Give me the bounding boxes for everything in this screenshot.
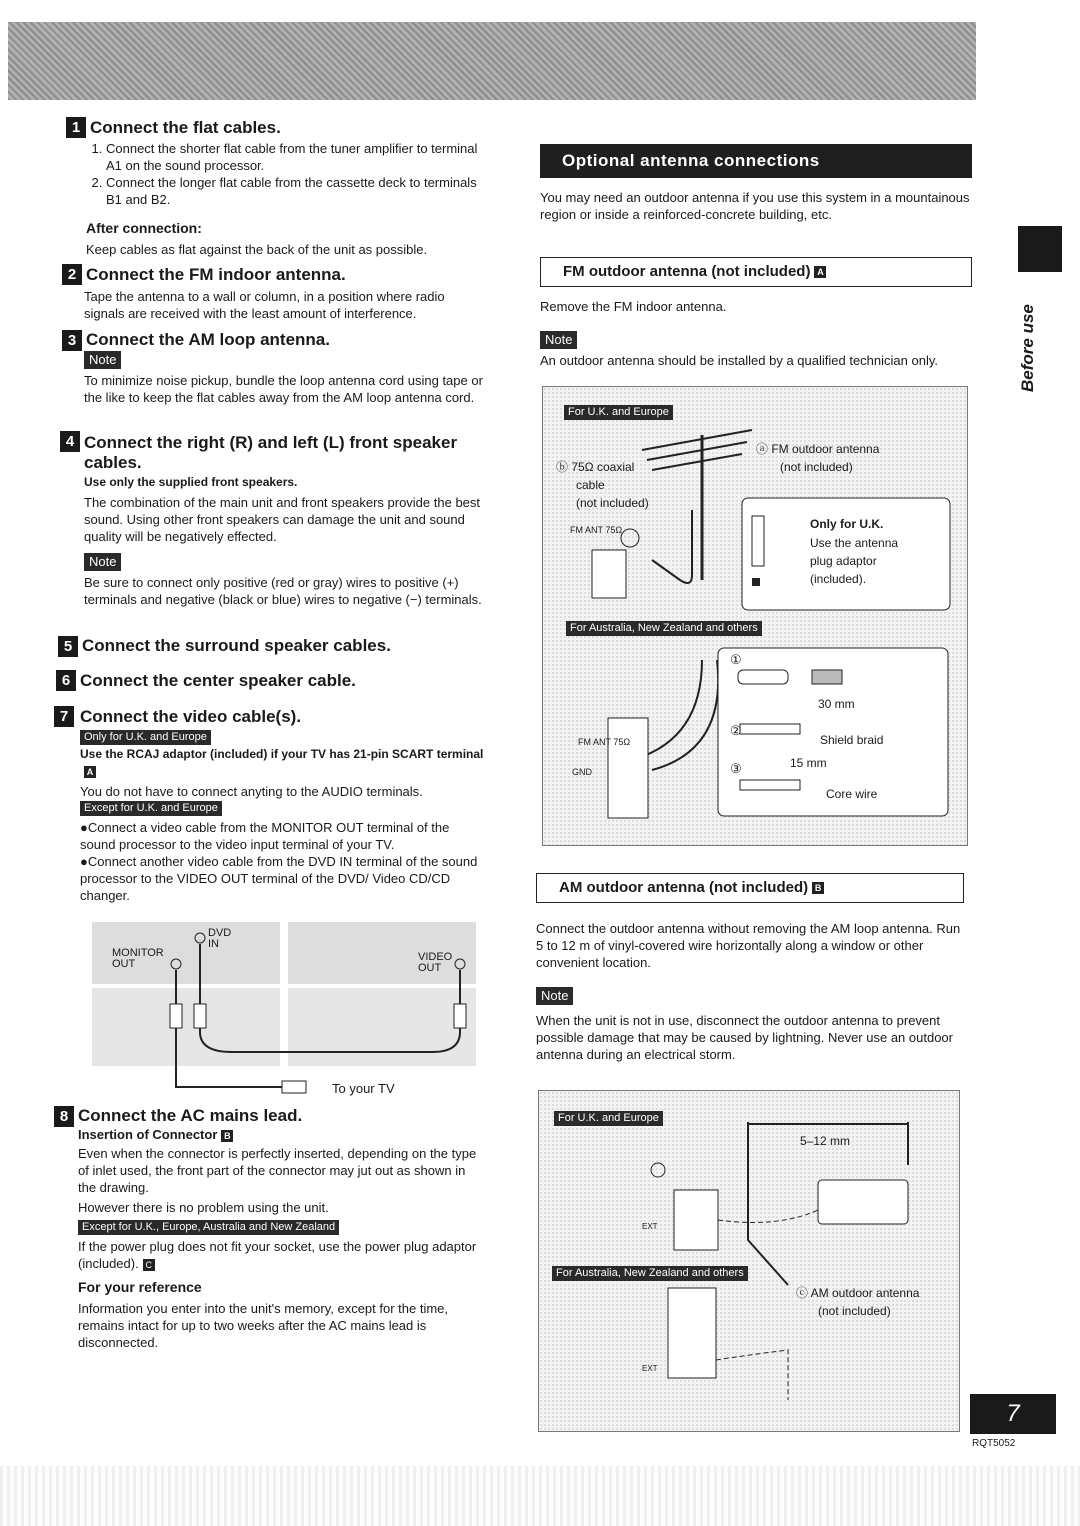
plug [454,1004,466,1028]
step-2-title: Connect the FM indoor antenna. [86,265,346,284]
header-texture-band [8,22,976,100]
plug [170,1004,182,1028]
section-tab-marker [1018,226,1062,272]
step-7-bullets [80,819,484,904]
step-4-title: Connect the right (R) and left (L) front speaker cables. [84,433,458,472]
length-label: 30 mm [818,697,855,711]
fm-text: Remove the FM indoor antenna. [540,299,727,314]
distance-label: 5–12 mm [800,1134,851,1148]
footer-texture-band [0,1466,1080,1526]
step-1-number: 1 [66,117,86,138]
region-label: For U.K. and Europe [564,405,673,420]
note-badge: Note [84,553,121,571]
monitor-out-label: MONITOR OUT [112,947,164,970]
step-4-text: The combination of the main unit and front speakers provide the best sound. Using other front speakers can damage the unit and sound quality will be negatively effected. [84,495,481,544]
step-7-text: You do not have to connect anyting to the AUDIO terminals. [80,784,423,799]
am-section-title [536,873,964,903]
unit-icon [592,550,626,598]
dvd-lower-panel [288,988,476,1066]
step-7-number: 7 [54,706,74,727]
step-7-title: Connect the video cable(s). [80,707,302,726]
step-1-item: 1. Connect the shorter flat cable from the tuner amplifier to terminal A1 on the sound processor. [106,140,490,174]
lead-wire [716,1350,788,1400]
am-text: Connect the outdoor antenna without removing the AM loop antenna. Run 5 to 12 m of vinyl-covered wire horizontally along a window or other convenient location. [536,921,961,970]
step-marker: ② [730,723,742,738]
coax-label: ⓑ 75Ω coaxial [556,460,635,474]
am-antenna-label: (not included) [818,1304,891,1318]
core-wire-label: Core wire [826,787,878,801]
figure-badge: B [812,882,824,894]
fm-ant-label: FM ANT 75Ω [570,525,623,535]
plug [194,1004,206,1028]
am-antenna-label: ⓒ AM outdoor antenna [796,1286,920,1300]
region-label: Except for U.K., Europe, Australia and New Zealand [78,1220,339,1235]
antenna-wire [652,660,718,770]
section-tab-label: Before use [1018,304,1037,392]
coaxial-cable [652,510,692,583]
step-4-note-text: Be sure to connect only positive (red or gray) wires to positive (+) terminals and negative (black or blue) wires to negative (−) terminals. [84,575,482,607]
step-6-title: Connect the center speaker cable. [80,671,356,690]
step-8-number: 8 [54,1106,74,1127]
dvd-in-label: DVD IN [208,927,232,950]
antenna-element [647,442,747,460]
step-7-bullet: ●Connect another video cable from the DVD IN terminal of the sound processor to the VIDEO OUT terminal of the DVD/ Video CD/CD changer. [80,854,478,903]
step-6-number: 6 [56,670,76,691]
step-8-title: Connect the AC mains lead. [78,1106,303,1125]
video-out-label: VIDEO OUT [418,951,453,974]
step-3-number: 3 [62,330,82,351]
coax-label: (not included) [576,496,649,510]
fm-antenna-label: (not included) [780,460,853,474]
step-5-title: Connect the surround speaker cables. [82,636,391,655]
region-label: For U.K. and Europe [554,1111,663,1126]
fm-europe-illustration [552,420,958,620]
step-7-bold [80,746,484,780]
step-8-text2: However there is no problem using the unit. [78,1200,329,1215]
figure-badge: C [143,1259,155,1271]
adaptor-label: Use the antenna [810,536,899,550]
length-label: 15 mm [790,756,827,770]
loop-connector [651,1163,665,1177]
am-note-text: When the unit is not in use, disconnect the outdoor antenna to prevent possible damage that may be caused by lightning. Never use an outdoor antenna during an electrical storm. [536,1013,953,1062]
gnd-label: GND [572,767,592,777]
region-label: For Australia, New Zealand and others [566,621,762,636]
fm-ant-jack [621,529,639,547]
unit-icon [674,1190,718,1250]
ext-label: EXT [642,1364,658,1373]
reference-text: Information you enter into the unit's memory, except for the time, remains intact for up to two weeks after the AC mains lead is disconnected. [78,1301,449,1350]
step-8-text3 [78,1238,482,1272]
figure-badge: A [814,266,826,278]
region-label: For Australia, New Zealand and others [552,1266,748,1281]
lead-wire [748,1130,788,1285]
step-5-number: 5 [58,636,78,657]
after-connection-title: After connection: [86,220,202,236]
step-8-sub [78,1126,233,1143]
step-8-text: Even when the connector is perfectly inserted, depending on the type of inlet used, the front part of the connector may jut out as shown in the drawing. [78,1146,477,1195]
fm-title-text: FM outdoor antenna (not included) [563,263,811,280]
connector-subtitle: Insertion of Connector [78,1127,218,1142]
step-4-bold: Use only the supplied front speakers. [84,475,298,489]
figure-badge: B [221,1130,233,1142]
fm-note-text: An outdoor antenna should be installed by a qualified technician only. [540,353,938,368]
ext-label: EXT [642,1222,658,1231]
only-uk-label: Only for U.K. [810,517,884,531]
step-7-bold-text: Use the RCAJ adaptor (included) if your TV has 21-pin SCART terminal [80,747,484,761]
antenna-element [642,430,752,450]
unit-icon [608,718,648,818]
reference-title: For your reference [78,1279,202,1295]
adaptor-label: plug adaptor [810,554,877,568]
am-title-text: AM outdoor antenna (not included) [559,879,809,896]
fm-ant-label: FM ANT 75Ω [578,737,631,747]
plug [282,1081,306,1093]
loop-cable [718,1210,818,1222]
step-1-title: Connect the flat cables. [90,118,281,137]
unit-icon [668,1288,716,1378]
step-1-item: 2. Connect the longer flat cable from the cassette deck to terminals B1 and B2. [106,174,490,208]
step-2-text: Tape the antenna to a wall or column, in a position where radio signals are received with the least amount of interference. [84,289,445,321]
document-code: RQT5052 [972,1438,1016,1449]
shield-braid-label: Shield braid [820,733,884,747]
step-marker: ③ [730,761,742,776]
cable-step-1-end [812,670,842,684]
plug-tip [752,578,760,586]
step-marker: ① [730,652,742,667]
am-loop-antenna [818,1180,908,1224]
after-connection-text: Keep cables as flat against the back of the unit as possible. [86,242,428,257]
note-badge: Note [84,351,121,369]
step-3-title: Connect the AM loop antenna. [86,330,330,349]
figure-badge: A [84,766,96,778]
fm-section-title [540,257,972,287]
processor-lower-panel [92,988,280,1066]
note-badge: Note [536,987,573,1005]
intro-text: You may need an outdoor antenna if you use this system in a mountainous region or inside a reinforced-concrete building, etc. [540,190,970,222]
fm-antenna-label: ⓐ FM outdoor antenna [756,442,880,456]
section-header: Optional antenna connections [540,144,972,178]
region-label: Except for U.K. and Europe [80,801,222,816]
note-badge: Note [540,331,577,349]
step-1-list [86,140,490,208]
region-label: Only for U.K. and Europe [80,730,211,745]
step-3-text: To minimize noise pickup, bundle the loop antenna cord using tape or the like to keep the flat cables away from the AM loop antenna cord. [84,373,483,405]
step-2-number: 2 [62,264,82,285]
adaptor-text: If the power plug does not fit your socket, use the power plug adaptor (included). [78,1239,477,1271]
coax-label: cable [576,478,605,492]
step-7-bullet: ●Connect a video cable from the MONITOR OUT terminal of the sound processor to the video input terminal of your TV. [80,820,450,852]
step-4-number: 4 [60,431,80,452]
adaptor-label: (included). [810,572,867,586]
page-number: 7 [970,1394,1056,1434]
to-tv-label: To your TV [332,1081,395,1096]
